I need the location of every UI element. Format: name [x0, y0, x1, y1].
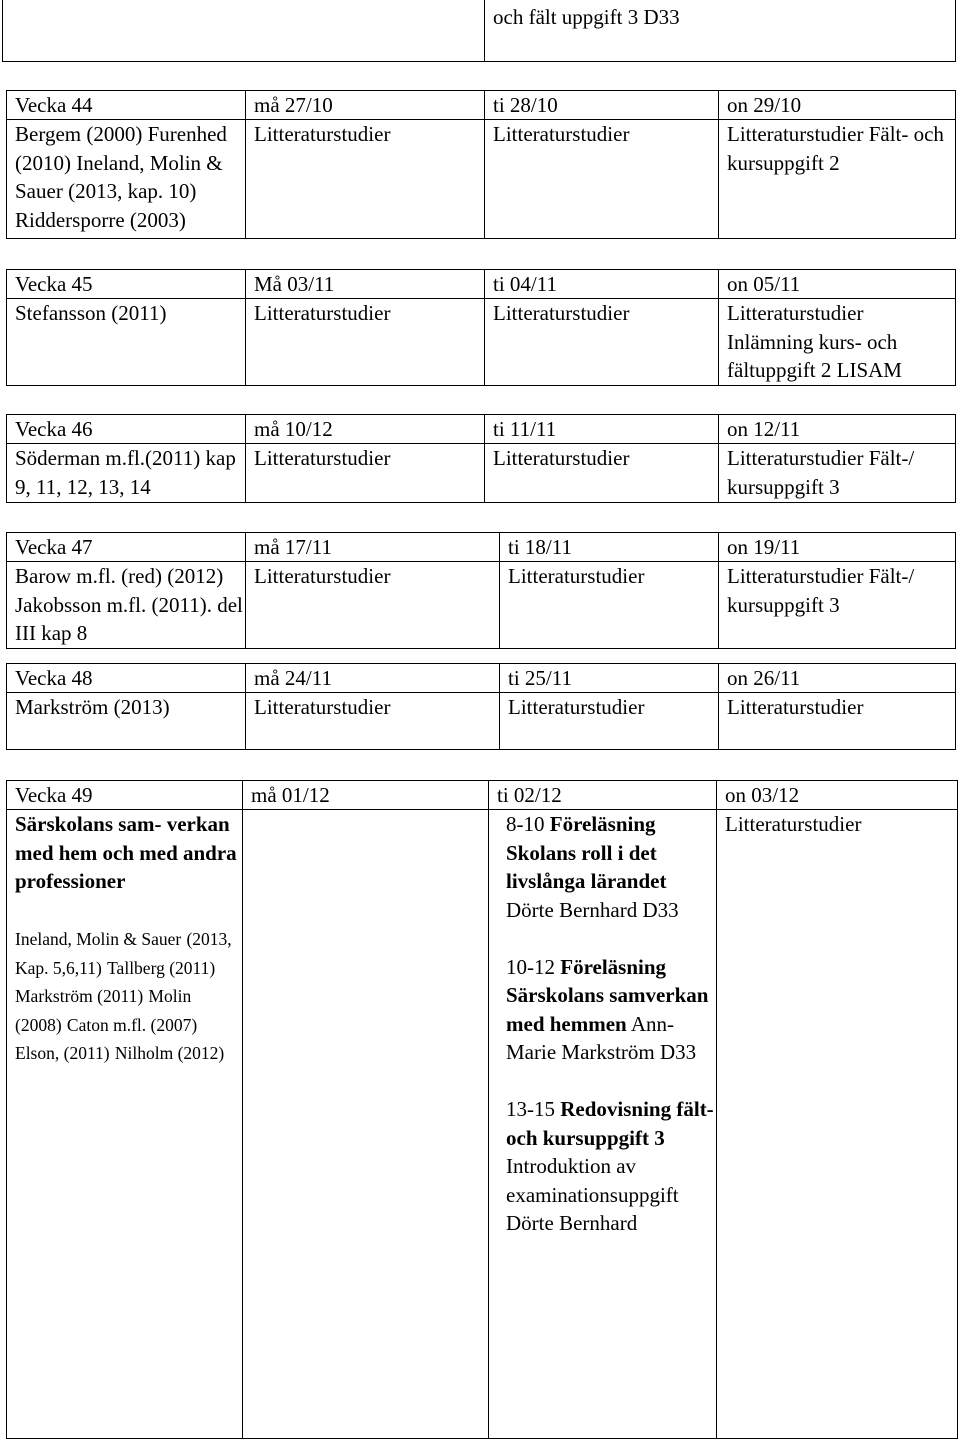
top-section-left-cell: [3, 0, 485, 62]
session-title-line: Särskolans: [506, 983, 605, 1007]
activity-line: Litteraturstudier: [727, 301, 864, 325]
week-47-table: [6, 532, 956, 649]
literature-references: [7, 299, 246, 386]
tuesday-date: ti 18/11: [500, 533, 719, 562]
week-theme-and-references: [7, 810, 243, 1439]
theme-line: Särskolans sam-: [15, 812, 162, 836]
literature-references: [7, 693, 246, 750]
activity-line: Litteraturstudier: [727, 122, 864, 146]
tuesday-activity: [485, 120, 719, 239]
reference: del III kap 8: [15, 592, 243, 645]
activity-line: fältuppgift 2 LISAM: [727, 358, 902, 382]
reference: (2013, kap. 10): [68, 179, 197, 203]
session-time: 10-12: [506, 954, 555, 979]
week-48-header-row: [7, 664, 956, 693]
week-46-table: [6, 414, 956, 503]
monday-date: må 10/12: [246, 415, 485, 444]
literature-references: [7, 444, 246, 503]
activity-line: Litteraturstudier: [725, 812, 862, 836]
monday-activity: [246, 299, 485, 386]
activity-line: Litteraturstudier: [727, 446, 864, 470]
week-label: Vecka 47: [7, 533, 246, 562]
reference: Bergem (2000): [15, 122, 143, 146]
week-46-body-row: [7, 444, 956, 503]
theme-line: och med andra: [102, 840, 237, 865]
reference: Tallberg (2011): [107, 957, 216, 978]
session-time: 8-10: [506, 812, 545, 836]
week-label: Vecka 48: [7, 664, 246, 693]
reference: Ineland, Molin & Sauer: [15, 929, 182, 949]
wednesday-activity: [719, 693, 956, 750]
activity-line: Litteraturstudier: [493, 301, 630, 325]
reference: Stefansson (2011): [15, 301, 167, 325]
monday-date: Må 03/11: [246, 270, 485, 299]
activity-line: Litteraturstudier: [254, 446, 391, 470]
week-45-header-row: [7, 270, 956, 299]
tuesday-activity: [485, 444, 719, 503]
reference: Söderman m.fl.(2011) kap: [15, 446, 236, 470]
reference: Caton m.fl. (2007): [66, 1014, 198, 1035]
week-49-body-row: [7, 810, 958, 1439]
monday-activity: [246, 693, 500, 750]
activity-line: Inlämning kurs- och: [727, 329, 898, 354]
week-label: Vecka 46: [7, 415, 246, 444]
theme-line: professioner: [15, 869, 126, 893]
wednesday-date: on 26/11: [719, 664, 956, 693]
reference: 9, 11, 12, 13, 14: [15, 474, 151, 499]
week-47-body-row: [7, 562, 956, 649]
reference: Molin (2008): [15, 986, 192, 1035]
week-47-header-row: [7, 533, 956, 562]
monday-date: må 27/10: [246, 91, 485, 120]
tuesday-activity: [500, 562, 719, 649]
activity-line: Litteraturstudier: [254, 564, 391, 588]
week-label: Vecka 44: [7, 91, 246, 120]
session-title-line: Redovisning fält-: [560, 1097, 714, 1121]
session-title-line: och kursuppgift 3: [506, 1125, 665, 1150]
wednesday-activity: [719, 299, 956, 386]
wednesday-activity: [719, 562, 956, 649]
reference: Markström (2011): [15, 986, 144, 1006]
session-title-line: Skolans roll i det: [506, 840, 657, 865]
wednesday-activity: [719, 444, 956, 503]
session-room: D33: [659, 1040, 697, 1064]
wednesday-date: on 12/11: [719, 415, 956, 444]
activity-line: Litteraturstudier: [254, 695, 391, 719]
session-lecturer: Dörte Bernhard: [506, 1211, 638, 1235]
activity-line: Fält-/ kursuppgift 3: [727, 446, 915, 499]
reference: (2013, Kap. 5,6,11): [15, 929, 232, 978]
activity-line: Fält-/ kursuppgift 3: [727, 564, 915, 617]
activity-line: Litteraturstudier: [493, 446, 630, 470]
top-section-table: [2, 0, 956, 62]
top-section-right-cell: [485, 0, 956, 62]
reference: Ineland, Molin & Sauer: [15, 150, 223, 203]
reference: Nilholm (2012): [114, 1043, 225, 1063]
monday-activity: [246, 444, 485, 503]
week-48-body-row: [7, 693, 956, 750]
spacer: [506, 1067, 716, 1096]
wednesday-activity: [717, 810, 958, 1439]
reference: Elson, (2011): [15, 1043, 110, 1063]
week-44-body-row: [7, 120, 956, 239]
session-room: D33: [642, 897, 679, 922]
spacer: [15, 896, 242, 925]
session-title-line: hemmen: [549, 1011, 627, 1036]
tuesday-activity: [489, 810, 717, 1439]
session-info-line: examinationsuppgift: [506, 1182, 679, 1207]
session-lecturer: Ann-Marie: [506, 1011, 675, 1064]
activity-line: Fält- och kursuppgift: [727, 122, 944, 175]
week-45-body-row: [7, 299, 956, 386]
session-title-line: Föreläsning: [549, 812, 656, 836]
tuesday-date: ti 28/10: [485, 91, 719, 120]
week-46-header-row: [7, 415, 956, 444]
week-44-table: [6, 90, 956, 239]
reference: Riddersporre (2003): [15, 207, 186, 232]
monday-activity: [243, 810, 489, 1439]
monday-date: må 24/11: [246, 664, 500, 693]
week-49-table: [6, 780, 958, 1439]
activity-line: Litteraturstudier: [508, 564, 645, 588]
week-label: Vecka 45: [7, 270, 246, 299]
reference: Jakobsson m.fl. (2011).: [15, 592, 212, 617]
activity-line: Litteraturstudier: [508, 695, 645, 719]
literature-references: [7, 562, 246, 649]
tuesday-date: ti 25/11: [500, 664, 719, 693]
monday-date: må 17/11: [246, 533, 500, 562]
reference: Furenhed (2010): [15, 122, 227, 175]
wednesday-date: on 05/11: [719, 270, 956, 299]
theme-line: verkan med hem: [15, 812, 230, 865]
week-49-header-row: [7, 781, 958, 810]
session-lecturer: Markström: [561, 1040, 655, 1064]
activity-line: 2: [829, 150, 840, 175]
session-info-line: Introduktion av: [506, 1154, 637, 1178]
tuesday-date: ti 11/11: [485, 415, 719, 444]
monday-activity: [246, 120, 485, 239]
session-time: 13-15: [506, 1097, 555, 1121]
session-lecturer: Dörte Bernhard: [506, 897, 638, 922]
spacer: [506, 924, 716, 953]
literature-references: [7, 120, 246, 239]
wednesday-date: on 19/11: [719, 533, 956, 562]
activity-line: Litteraturstudier: [727, 695, 864, 719]
activity-line: Litteraturstudier: [254, 301, 391, 325]
tuesday-date: ti 04/11: [485, 270, 719, 299]
wednesday-date: on 03/12: [717, 781, 958, 810]
monday-date: må 01/12: [243, 781, 489, 810]
week-label: Vecka 49: [7, 781, 243, 810]
wednesday-date: on 29/10: [719, 91, 956, 120]
activity-line: Litteraturstudier: [254, 122, 391, 146]
monday-activity: [246, 562, 500, 649]
week-45-table: [6, 269, 956, 386]
top-section-line-1: och fält uppgift 3: [493, 5, 639, 29]
week-48-table: [6, 663, 956, 750]
week-44-header-row: [7, 91, 956, 120]
session-title-line: samverkan med: [506, 983, 709, 1036]
activity-line: Litteraturstudier: [493, 122, 630, 146]
session-title-line: livslånga lärandet: [506, 869, 667, 893]
top-section-line-2: D33: [643, 5, 680, 29]
reference: Barow m.fl. (red) (2012): [15, 564, 224, 588]
reference: Markström (2013): [15, 695, 170, 719]
activity-line: Litteraturstudier: [727, 564, 864, 588]
session-title-line: Föreläsning: [560, 954, 667, 979]
tuesday-activity: [485, 299, 719, 386]
wednesday-activity: [719, 120, 956, 239]
tuesday-date: ti 02/12: [489, 781, 717, 810]
tuesday-activity: [500, 693, 719, 750]
